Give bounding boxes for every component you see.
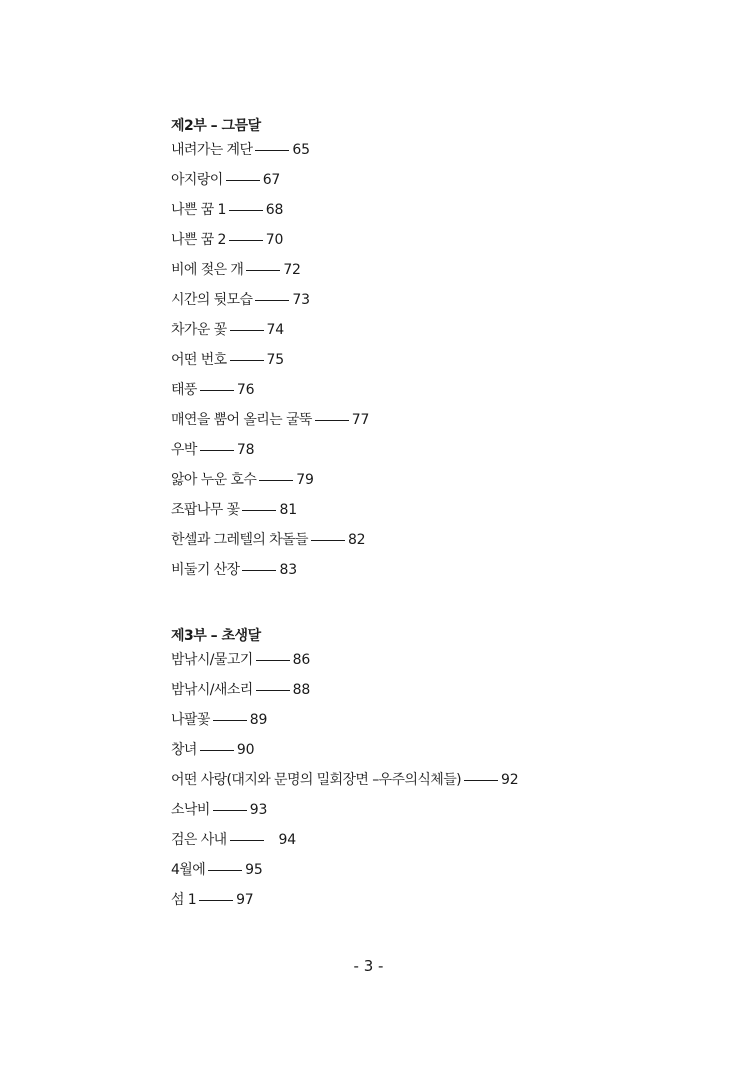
leader-line [256, 660, 290, 661]
toc-entry [171, 498, 369, 528]
toc-entry [171, 858, 518, 888]
toc-entry [171, 318, 369, 348]
entry-page: 97 [236, 892, 254, 908]
entry-title: 아지랑이 [171, 172, 223, 188]
leader-line [255, 300, 289, 301]
leader-line [315, 420, 349, 421]
entry-page: 68 [265, 202, 284, 218]
toc-entry [171, 258, 369, 288]
leader-line [200, 750, 234, 751]
entry-page: 77 [351, 412, 370, 428]
leader-line [229, 210, 263, 211]
section-heading: 제2부 – 그믐달 [171, 118, 261, 134]
entry-page: 94 [278, 832, 296, 848]
entry-page: 67 [262, 172, 281, 188]
leader-line [256, 690, 290, 691]
entry-page: 88 [292, 682, 311, 698]
toc-entry [171, 558, 369, 588]
entry-title: 나쁜 꿈 1 [171, 202, 226, 218]
entry-title: 밤낚시/물고기 [171, 652, 253, 668]
leader-line [255, 150, 289, 151]
entry-title: 어떤 사랑(대지와 문명의 밀회장면 –우주의식체들) [171, 772, 462, 788]
entry-title: 앓아 누운 호수 [171, 472, 257, 488]
entry-page: 92 [501, 772, 519, 788]
entry-title: 나팔꽃 [171, 712, 210, 728]
entry-page: 82 [347, 532, 366, 548]
section-heading: 제3부 – 초생달 [171, 628, 261, 644]
leader-line [229, 240, 263, 241]
entry-page: 72 [283, 262, 301, 278]
leader-line [199, 900, 233, 901]
entry-title: 태풍 [171, 382, 197, 398]
entry-title: 비에 젖은 개 [171, 262, 244, 278]
entry-page: 75 [266, 352, 284, 368]
entry-page: 79 [296, 472, 314, 488]
toc-entry [171, 738, 518, 768]
leader-line [226, 180, 260, 181]
toc-section-part3 [171, 624, 518, 918]
entry-page: 74 [266, 322, 284, 338]
entry-title: 밤낚시/새소리 [171, 682, 253, 698]
toc-entry [171, 798, 518, 828]
leader-line [259, 480, 293, 481]
entry-page: 78 [236, 442, 255, 458]
toc-entry [171, 228, 369, 258]
entry-title: 비둘기 산장 [171, 562, 240, 578]
toc-entry [171, 438, 369, 468]
toc-section-part2 [171, 114, 369, 588]
entry-title: 4월에 [171, 862, 206, 878]
toc-entry [171, 348, 369, 378]
entry-title: 한셀과 그레텔의 차돌들 [171, 532, 308, 548]
toc-entry [171, 708, 518, 738]
entry-title: 시간의 뒷모습 [171, 292, 253, 308]
leader-line [213, 810, 247, 811]
toc-entry [171, 138, 369, 168]
entry-title: 차가운 꽃 [171, 322, 227, 338]
toc-entry [171, 678, 518, 708]
toc-entry [171, 168, 369, 198]
toc-entry [171, 468, 369, 498]
leader-line [230, 330, 264, 331]
leader-line [242, 570, 276, 571]
entry-page: 83 [279, 562, 297, 578]
page-number: - 3 - [353, 957, 384, 975]
leader-line [208, 870, 242, 871]
leader-line [200, 450, 234, 451]
entry-title: 검은 사내 [171, 832, 227, 848]
entry-page: 89 [249, 712, 268, 728]
toc-entry [171, 828, 518, 858]
entry-title: 나쁜 꿈 2 [171, 232, 226, 248]
entry-title: 어떤 번호 [171, 352, 227, 368]
entry-title: 매연을 뿜어 올리는 굴뚝 [171, 412, 312, 428]
entry-title: 창녀 [171, 742, 197, 758]
entry-page: 95 [245, 862, 263, 878]
entry-page: 73 [292, 292, 310, 308]
toc-entry [171, 888, 518, 918]
toc-entry [171, 528, 369, 558]
leader-line [246, 270, 280, 271]
toc-entry [171, 768, 518, 798]
leader-line [230, 840, 264, 841]
entry-page: 93 [249, 802, 268, 818]
leader-line [213, 720, 247, 721]
leader-line [464, 780, 498, 781]
leader-line [311, 540, 345, 541]
entry-title: 섬 1 [171, 892, 197, 908]
leader-line [242, 510, 276, 511]
toc-entry [171, 648, 518, 678]
toc-entry [171, 198, 369, 228]
entry-page: 76 [236, 382, 255, 398]
entry-page: 86 [292, 652, 311, 668]
leader-line [200, 390, 234, 391]
entry-title: 내려가는 계단 [171, 142, 253, 158]
entry-title: 조팝나무 꽃 [171, 502, 240, 518]
toc-entry [171, 288, 369, 318]
entry-title: 소낙비 [171, 802, 210, 818]
leader-line [230, 360, 264, 361]
entry-page: 65 [292, 142, 310, 158]
toc-entry [171, 378, 369, 408]
toc-entry [171, 408, 369, 438]
entry-page: 70 [265, 232, 284, 248]
entry-title: 우박 [171, 442, 197, 458]
entry-page: 90 [236, 742, 255, 758]
entry-page: 81 [279, 502, 297, 518]
